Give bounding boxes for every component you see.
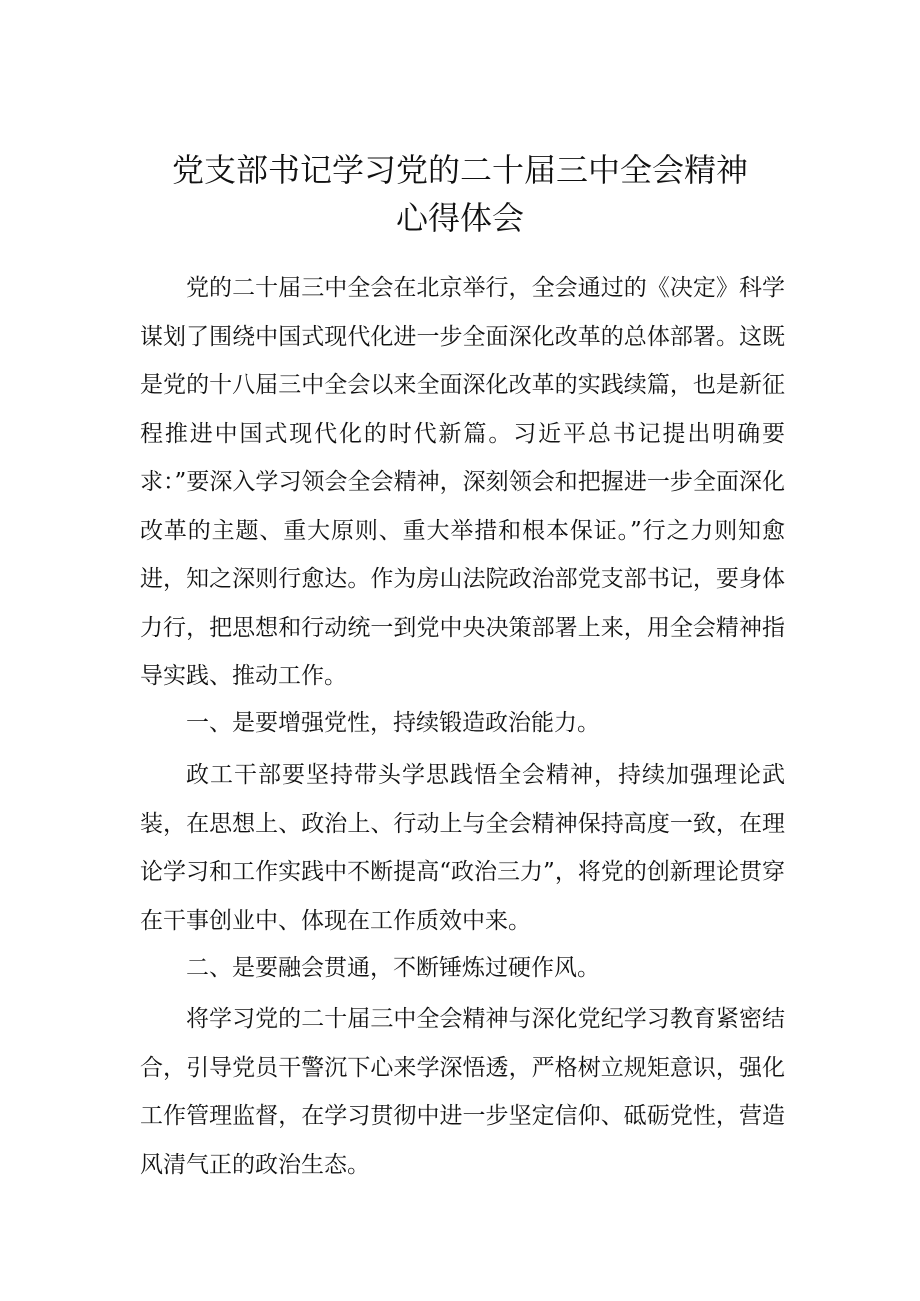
paragraph-section-2: 将学习党的二十届三中全会精神与深化党纪学习教育紧密结合，引导党员干警沉下心来学深悟透，严格树立规矩意识，强化工作管理监督，在学习贯彻中进一步坚定信仰、砥砺党性，营造风清气正的政治生态。 [140,1006,785,1178]
section-heading-1: 一、是要增强党性，持续锻造政治能力。 [186,710,600,736]
section-heading-2: 二、是要融会贯通，不断锤炼过硬作风。 [186,955,600,981]
paragraph-intro: 党的二十届三中全会在北京举行，全会通过的《决定》科学谋划了围绕中国式现代化进一步全面深化改革的总体部署。这既是党的十八届三中全会以来全面深化改革的实践续篇，也是新征程推进中国式现代化的时代新篇。习近平总书记提出明确要求：”要深入学习领会全会精神，深刻领会和把握进一步全面深化改革的主题、重大原则、重大举措和根本保证。”行之力则知愈进，知之深则行愈达。作为房山法院政治部党支部书记，要身体力行，把思想和行动统一到党中央决策部署上来，用全会精神指导实践、推动工作。 [140,275,785,689]
document-title-line2: 心得体会 [395,199,524,237]
document-title-line1: 党支部书记学习党的二十届三中全会精神 [171,151,748,189]
paragraph-section-1: 政工干部要坚持带头学思践悟全会精神，持续加强理论武装，在思想上、政治上、行动上与全会精神保持高度一致，在理论学习和工作实践中不断提高“政治三力”，将党的创新理论贯穿在干事创业中、体现在工作质效中来。 [140,762,785,934]
